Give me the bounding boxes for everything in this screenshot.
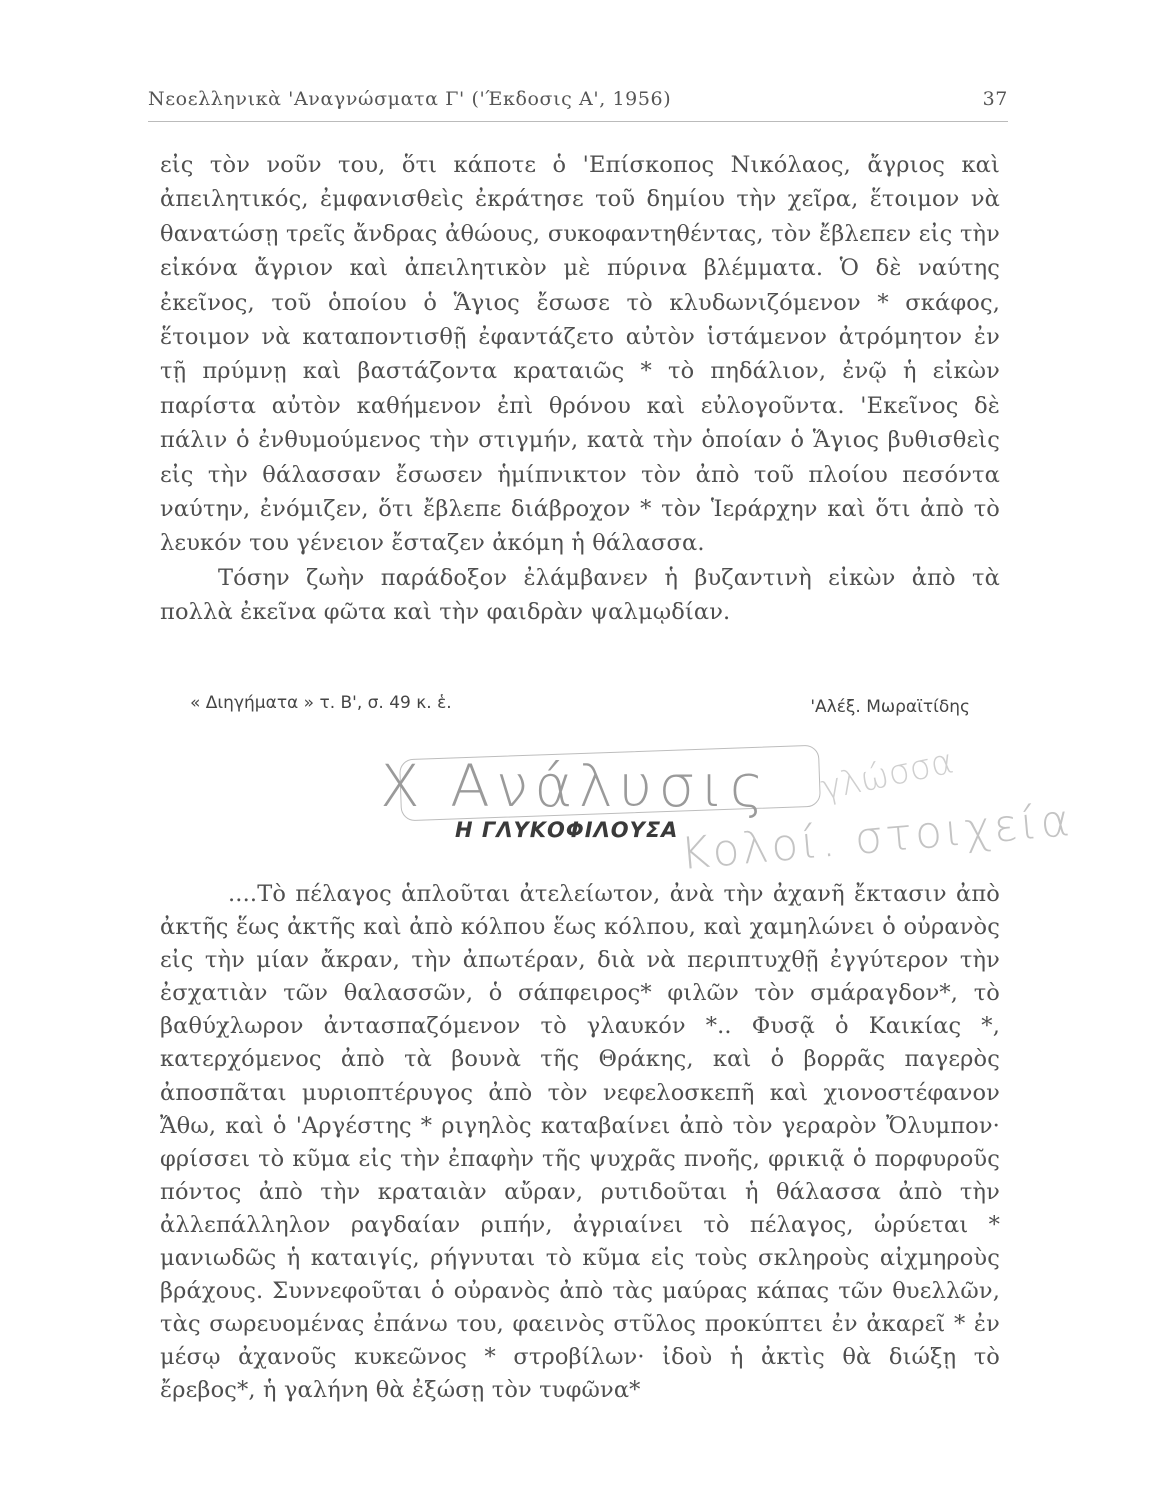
running-header [148,88,1008,110]
running-title: Νεοελληνικὰ 'Αναγνώσματα Γ' ('Έκδοσις Α', 1956) [148,88,672,110]
paragraph-1: εἰς τὸν νοῦν του, ὅτι κάποτε ὁ 'Επίσκοπος Νικόλαος, ἄγριος καὶ ἀπειλητικός, ἐμφανισθεὶς ἐκράτησε τοῦ δημίου τὴν χεῖρα, ἕτοιμον νὰ θανατώσῃ τρεῖς ἄνδρας ἀθώους, συκοφαντηθέντας, τὸν ἔβλεπεν εἰς τὴν εἰκόνα ἄγριον καὶ ἀπειλητικὸν μὲ πύρινα βλέμματα. Ὁ δὲ ναύτης ἐκεῖνος, τοῦ ὁποίου ὁ Ἅγιος ἔσωσε τὸ κλυδωνιζόμενον * σκάφος, ἕτοιμον νὰ καταποντισθῇ ἐφαντάζετο αὐτὸν ἱστάμενον ἀτρόμητον ἐν τῇ πρύμνῃ καὶ βαστάζοντα κραταιῶς * τὸ πηδάλιον, ἐνῷ ἡ εἰκὼν παρίστα αὐτὸν καθήμενον ἐπὶ θρόνου καὶ εὐλογοῦντα. 'Εκεῖνος δὲ πάλιν ὁ ἐνθυμούμενος τὴν στιγμήν, κατὰ τὴν ὁποίαν ὁ Ἅγιος βυθισθεὶς εἰς τὴν θάλασσαν ἔσωσεν ἡμίπνικτον τὸν ἀπὸ τοῦ πλοίου πεσόντα ναύτην, ἐνόμιζεν, ὅτι ἔβλεπε διάβροχον * τὸν Ἱεράρχην καὶ ὅτι ἀπὸ τὸ λευκόν του γένειον ἔσταζεν ἀκόμη ἡ θάλασσα. [160,152,1000,557]
paragraph-2: Τόσην ζωὴν παράδοξον ἐλάμβανεν ἡ βυζαντινὴ εἰκὼν ἀπὸ τὰ πολλὰ ἐκεῖνα φῶτα καὶ τὴν φαιδρὰν ψαλμῳδίαν. [160,564,1000,626]
handwritten-word-1: Ανάλυσις [450,752,770,820]
source-citation: « Διηγήματα » τ. Β', σ. 49 κ. ἑ. [190,693,452,713]
continuation-text [160,148,1000,630]
section-paragraph: ....Τὸ πέλαγος ἁπλοῦται ἀτελείωτον, ἀνὰ τὴν ἀχανῆ ἔκτασιν ἀπὸ ἀκτῆς ἕως ἀκτῆς καὶ ἀπὸ κόλπου ἕως κόλπου, καὶ χαμηλώνει ὁ οὐρανὸς εἰς τὴν μίαν ἄκραν, τὴν ἀπωτέραν, διὰ νὰ περιπτυχθῇ ἐγγύτερον τὴν ἐσχατιὰν τῶν θαλασσῶν, ὁ σάπφειρος* φιλῶν τὸν σμάραγδον*, τὸ βαθύχλωρον ἀντασπαζόμενον τὸ γλαυκόν *.. Φυσᾷ ὁ Καικίας *, κατερχόμενος ἀπὸ τὰ βουνὰ τῆς Θράκης, καὶ ὁ βορρᾶς παγερὸς ἀποσπᾶται μυριοπτέρυγος ἀπὸ τὸν νεφελοσκεπῆ καὶ χιονοστέφανον Ἄθω, καὶ ὁ 'Αργέστης * ριγηλὸς καταβαίνει ἀπὸ τὸν γεραρὸν Ὄλυμπον· φρίσσει τὸ κῦμα εἰς τὴν ἐπαφὴν τῆς ψυχρᾶς πνοῆς, φρικιᾷ ὁ πορφυροῦς πόντος ἀπὸ τὴν κραταιὰν αὔραν, ρυτιδοῦται ἡ θάλασσα ἀπὸ τὴν ἀλλεπάλληλον ραγδαίαν ριπήν, ἀγριαίνει τὸ πέλαγος, ὠρύεται * μανιωδῶς ἡ καταιγίς, ρήγνυται τὸ κῦμα εἰς τοὺς σκληροὺς αἰχμηροὺς βράχους. Συννεφοῦται ὁ οὐρανὸς ἀπὸ τὰς μαύρας κάπας τῶν θυελλῶν, τὰς σωρευομένας ἐπάνω του, φαεινὸς στῦλος προκύπτει ἐν ἀκαρεῖ * ἐν μέσῳ ἀχανοῦς κυκεῶνος * στροβίλων· ἰδοὺ ἡ ἀκτὶς θὰ διώξῃ τὸ ἔρεβος*, ἡ γαλήνη θὰ ἐξώσῃ τὸν τυφῶνα* [160,881,1000,1404]
section-text [160,878,1000,1408]
source-author: 'Αλέξ. Μωραϊτίδης [810,697,970,717]
header-rule [148,121,1008,122]
handwritten-mark: Χ [380,752,426,820]
page-number: 37 [982,88,1008,110]
section-title: Η ΓΛΥΚΟΦΙΛΟΥΣΑ [455,818,679,842]
handwritten-analysis [380,752,770,820]
source-line [190,693,970,717]
handwritten-word-2: γλώσσα [817,741,957,809]
handwritten-word-3: Κολοί. στοιχεία [678,794,1075,881]
